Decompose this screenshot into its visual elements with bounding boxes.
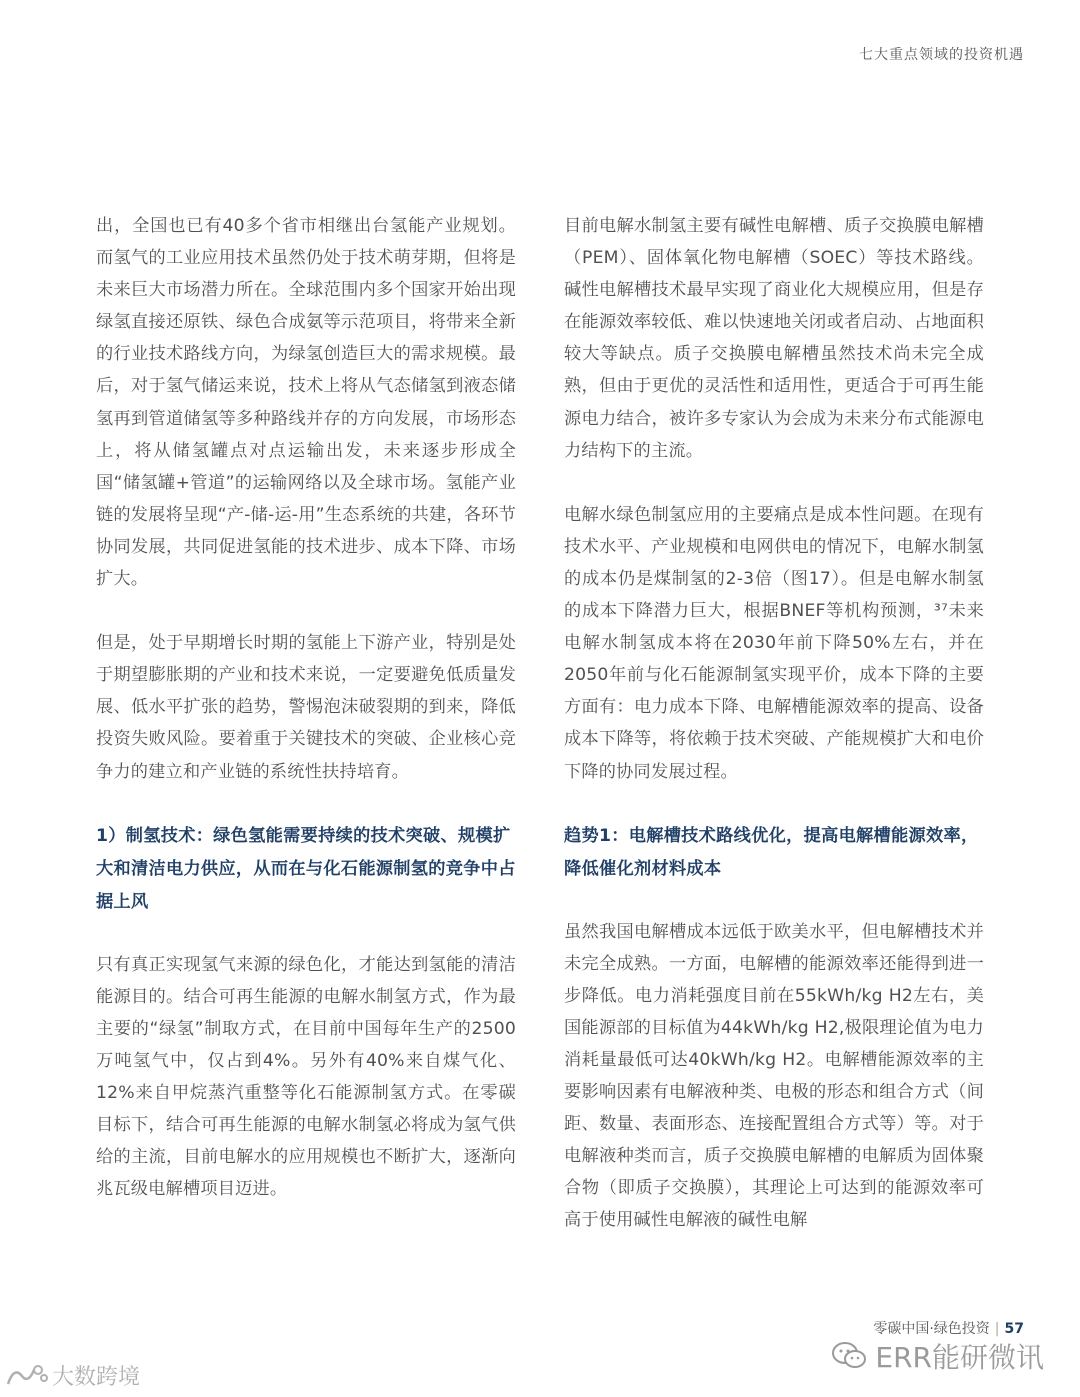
right-paragraph-3: 虽然我国电解槽成本远低于欧美水平，但电解槽技术并未完全成熟。一方面，电解槽的能源效率还能得到进一步降低。电力消耗强度目前在55kWh/kg H2左右，美国能源部的目标值为44kWh/kg H2,极限理论值为电力消耗量最低可达40kWh/kg H2。电解槽能源效率的主要影响因素有电解液种类、电极的形态和组合方式（间距、数量、表面形态、连接配置组合方式等）等。对于电解液种类而言，质子交换膜电解槽的电解质为固体聚合物（即质子交换膜），其理论上可达到的能源效率可高于使用碱性电解液的碱性电解 <box>564 921 984 1231</box>
right-column <box>564 210 984 1269</box>
right-paragraph-2: 电解水绿色制氢应用的主要痛点是成本性问题。在现有技术水平、产业规模和电网供电的情况下，电解水制氢的成本仍是煤制氢的2-3倍（图17）。但是电解水制氢的成本下降潜力巨大，根据BNEF等机构预测，³⁷未来电解水制氢成本将在2030年前下降50%左右，并在2050年前与化石能源制氢实现平价，成本下降的主要方面有：电力成本下降、电解槽能源效率的提高、设备成本下降等，将依赖于技术突破、产能规模扩大和电价下降的协同发展过程。 <box>564 504 984 782</box>
section-title: 七大重点领域的投资机遇 <box>859 47 1024 63</box>
publication-name: 零碳中国·绿色投资 <box>873 1321 990 1337</box>
page-number: 57 <box>1004 1321 1024 1337</box>
page-footer <box>873 1318 1024 1338</box>
left-column <box>96 210 516 1237</box>
watermark-right <box>831 1336 1044 1376</box>
watermark-left <box>4 1360 140 1391</box>
watermark-left-text: 大数跨境 <box>52 1365 141 1390</box>
wechat-icon <box>831 1341 867 1371</box>
left-paragraph-1: 出，全国也已有40多个省市相继出台氢能产业规划。而氢气的工业应用技术虽然仍处于技术萌芽期，但将是未来巨大市场潜力所在。全球范围内多个国家开始出现绿氢直接还原铁、绿色合成氨等示范项目，将带来全新的行业技术路线方向，为绿氢创造巨大的需求规模。最后，对于氢气储运来说，技术上将从气态储氢到液态储氢再到管道储氢等多种路线并存的方向发展，市场形态上，将从储氢罐点对点运输出发，未来逐步形成全国“储氢罐+管道”的运输网络以及全球市场。氢能产业链的发展将呈现“产-储-运-用”生态系统的共建，各环节协同发展，共同促进氢能的技术进步、成本下降、市场扩大。 <box>96 216 516 590</box>
left-section-heading: 1）制氢技术：绿色氢能需要持续的技术突破、规模扩大和清洁电力供应，从而在与化石能源制氢的竞争中占据上风 <box>96 825 516 912</box>
watermark-right-text: ERR能研微讯 <box>875 1341 1044 1374</box>
logo-icon <box>4 1362 48 1390</box>
footer-separator: | <box>994 1321 1000 1337</box>
right-section-heading: 趋势1：电解槽技术路线优化，提高电解槽能源效率，降低催化剂材料成本 <box>564 825 979 879</box>
right-paragraph-1: 目前电解水制氢主要有碱性电解槽、质子交换膜电解槽（PEM）、固体氧化物电解槽（SOEC）等技术路线。碱性电解槽技术最早实现了商业化大规模应用，但是存在能源效率较低、难以快速地关闭或者启动、占地面积较大等缺点。质子交换膜电解槽虽然技术尚未完全成熟，但由于更优的灵活性和适用性，更适合于可再生能源电力结合，被许多专家认为会成为未来分布式能源电力结构下的主流。 <box>564 216 984 461</box>
left-paragraph-3: 只有真正实现氢气来源的绿色化，才能达到氢能的清洁能源目的。结合可再生能源的电解水制氢方式，作为最主要的“绿氢”制取方式，在目前中国每年生产的2500万吨氢气中，仅占到4%。另外有40%来自煤气化、12%来自甲烷蒸汽重整等化石能源制氢方式。在零碳目标下，结合可再生能源的电解水制氢必将成为氢气供给的主流，目前电解水的应用规模也不断扩大，逐渐向兆瓦级电解槽项目迈进。 <box>96 954 516 1200</box>
left-paragraph-2: 但是，处于早期增长时期的氢能上下游产业，特别是处于期望膨胀期的产业和技术来说，一定要避免低质量发展、低水平扩张的趋势，警惕泡沫破裂期的到来，降低投资失败风险。要着重于关键技术的突破、企业核心竞争力的建立和产业链的系统性扶持培育。 <box>96 633 516 782</box>
